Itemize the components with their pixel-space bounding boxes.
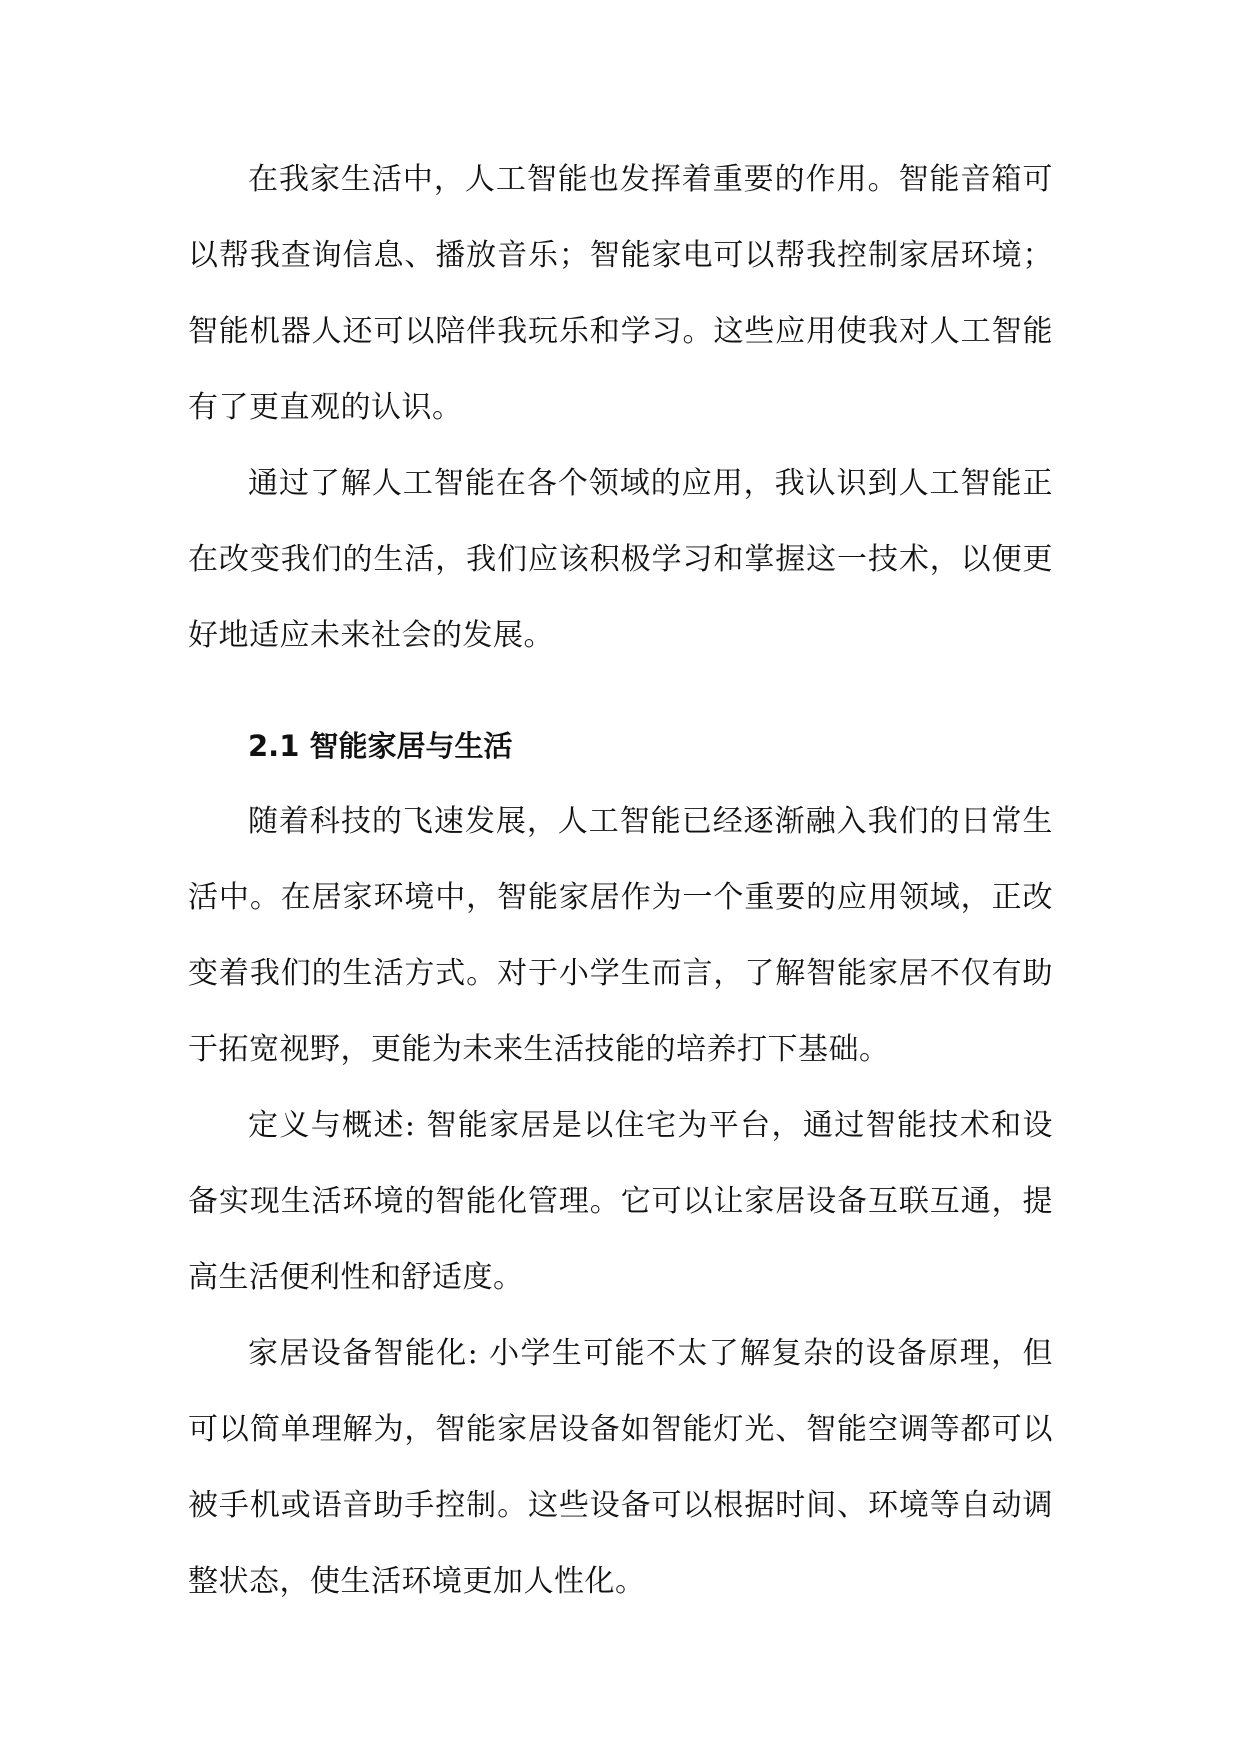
document-body bbox=[188, 142, 1053, 1620]
paragraph-device-intelligence: 家居设备智能化: 小学生可能不太了解复杂的设备原理，但可以简单理解为，智能家居设备如智能灯光、智能空调等都可以被手机或语音助手控制。这些设备可以根据时间、环境等自动调整状态，使生活环境更加人性化。 bbox=[188, 1336, 1053, 1599]
paragraph-smart-home-intro: 随着科技的飞速发展，人工智能已经逐渐融入我们的日常生活中。在居家环境中，智能家居作为一个重要的应用领域，正改变着我们的生活方式。对于小学生而言，了解智能家居不仅有助于拓宽视野，更能为未来生活技能的培养打下基础。 bbox=[188, 804, 1053, 1067]
paragraph-home-ai: 在我家生活中，人工智能也发挥着重要的作用。智能音箱可以帮我查询信息、播放音乐；智能家电可以帮我控制家居环境；智能机器人还可以陪伴我玩乐和学习。这些应用使我对人工智能有了更直观的认识。 bbox=[188, 162, 1053, 425]
section-heading: 2.1 智能家居与生活 bbox=[248, 729, 513, 763]
paragraph-definition: 定义与概述: 智能家居是以住宅为平台，通过智能技术和设备实现生活环境的智能化管理。它可以让家居设备互联互通，提高生活便利性和舒适度。 bbox=[188, 1108, 1053, 1295]
paragraph-ai-impact: 通过了解人工智能在各个领域的应用，我认识到人工智能正在改变我们的生活，我们应该积极学习和掌握这一技术，以便更好地适应未来社会的发展。 bbox=[188, 466, 1053, 653]
